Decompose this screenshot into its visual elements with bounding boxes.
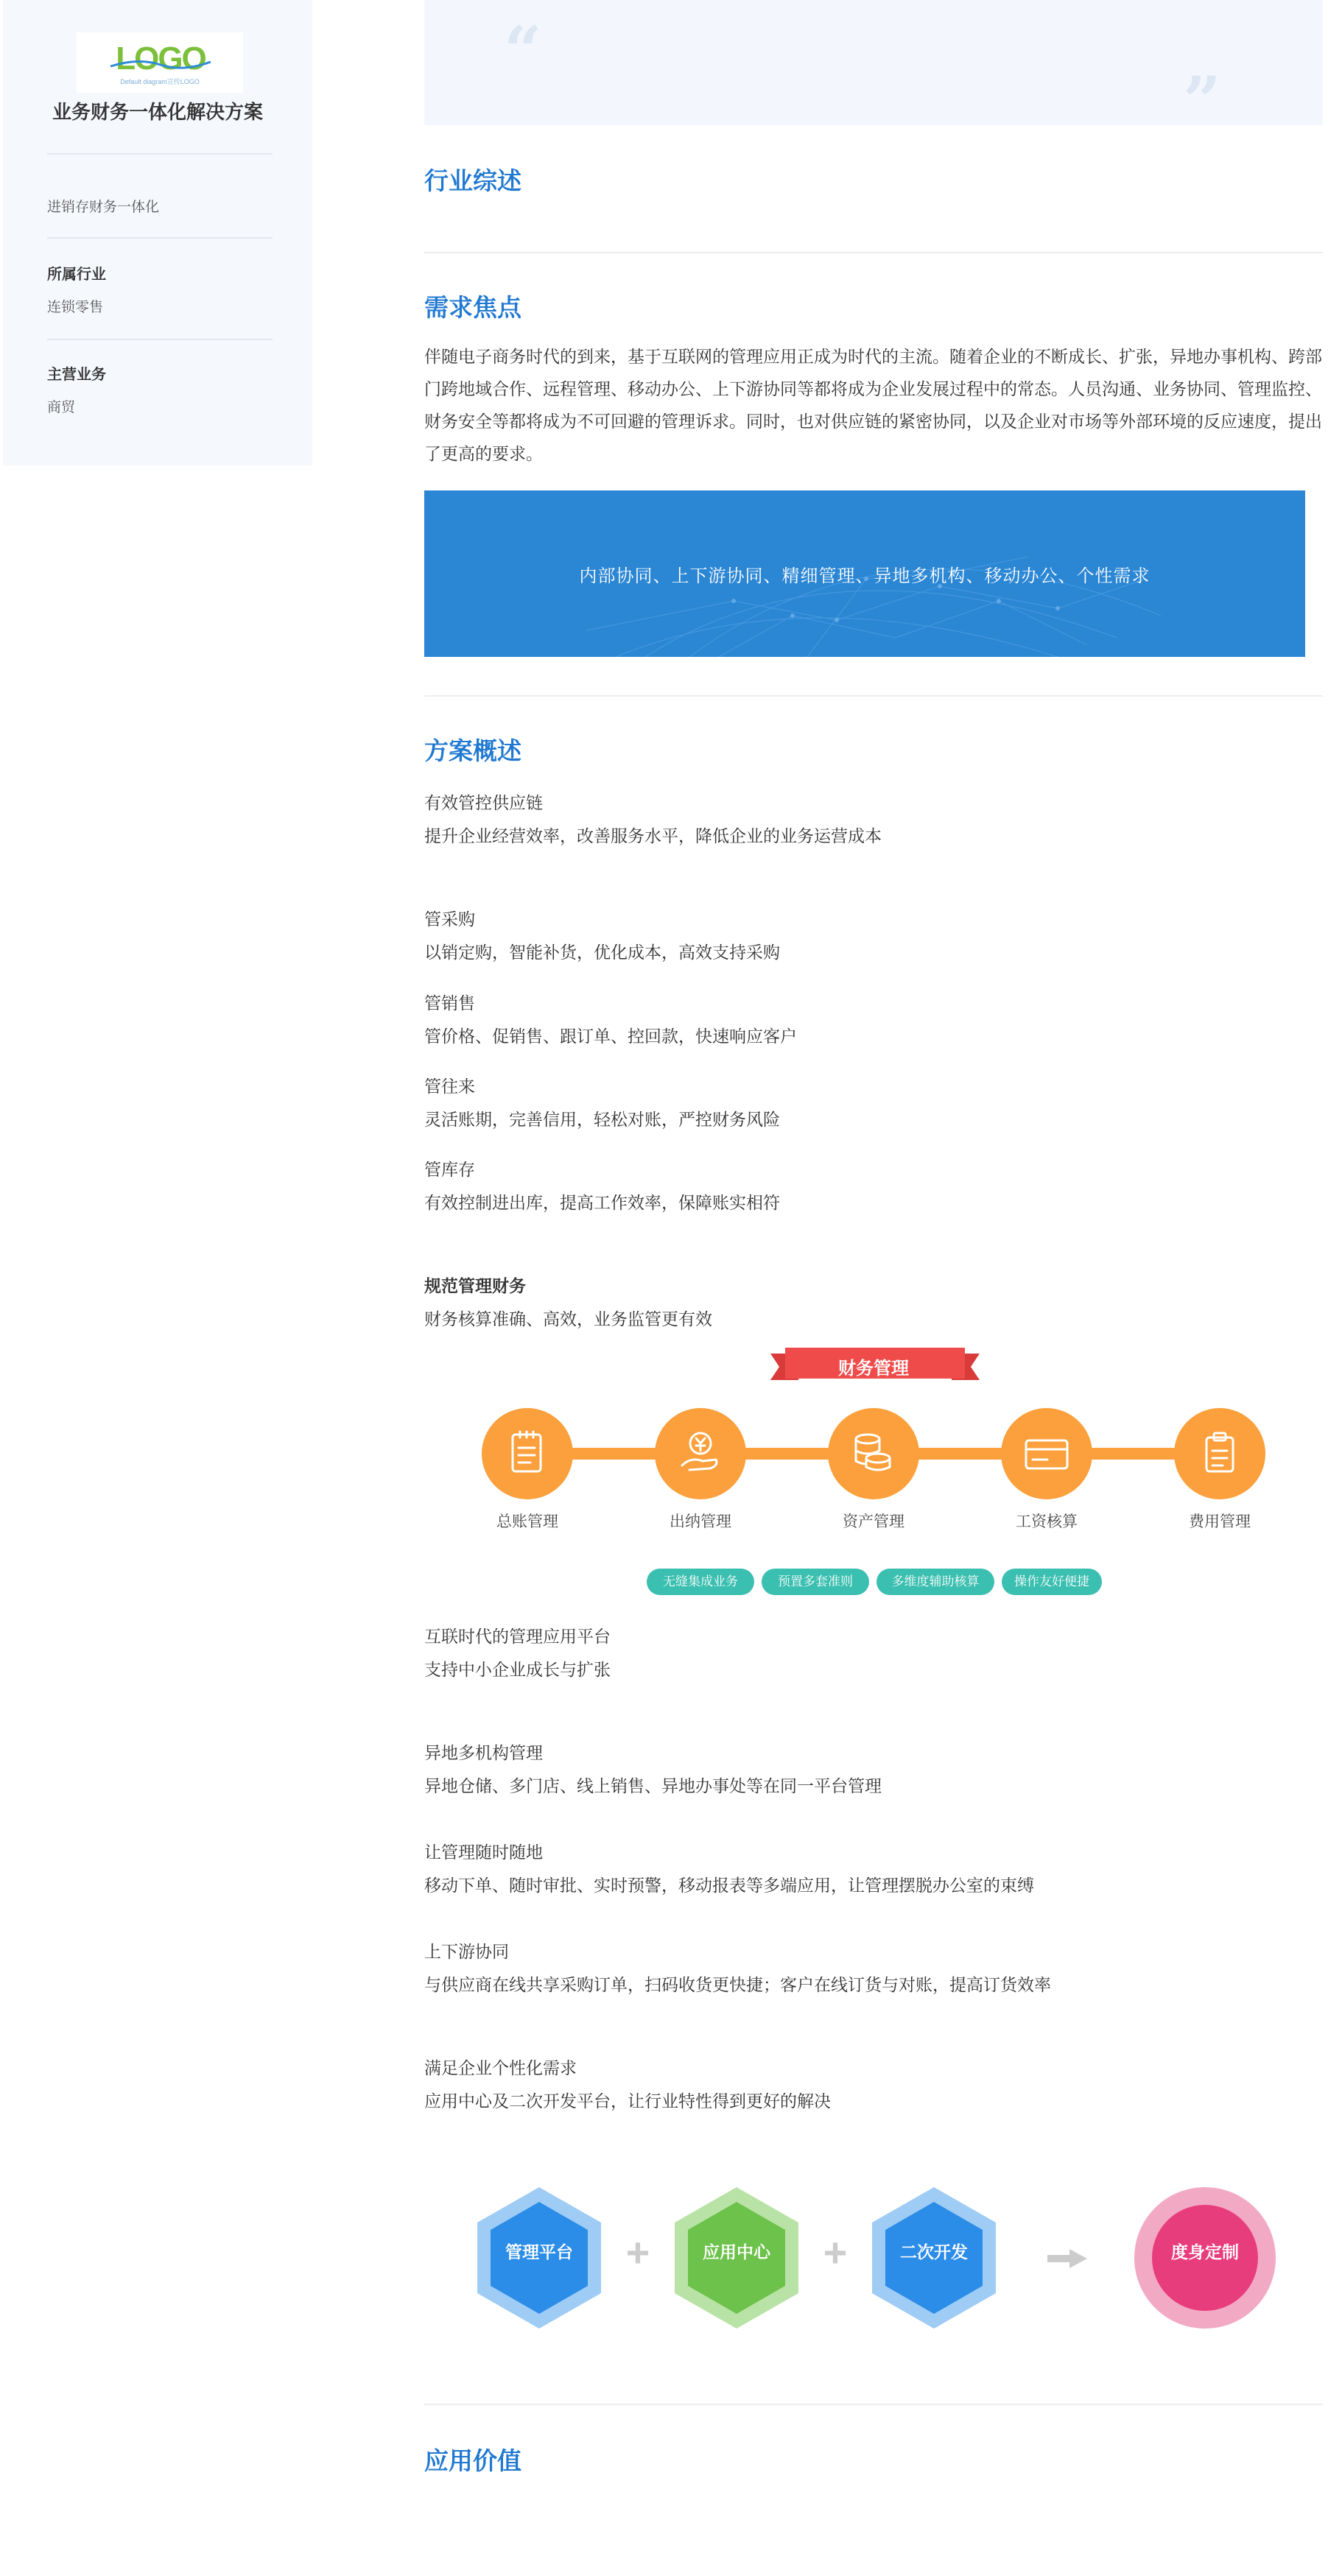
- divider: [47, 153, 273, 155]
- inventory-text: 有效控制进出库，提高工作效率，保障账实相符: [424, 1193, 780, 1212]
- result-label: 度身定制: [1171, 2242, 1239, 2262]
- banner-text: 内部协同、上下游协同、精细管理、异地多机构、移动办公、个性需求: [579, 566, 1150, 586]
- divider: [424, 695, 1323, 697]
- supply-heading: 有效管控供应链: [424, 793, 543, 812]
- multi-org-heading: 异地多机构管理: [424, 1743, 543, 1762]
- section-title-focus: 需求焦点: [424, 294, 521, 321]
- supply-text: 提升企业经营效率，改善服务水平，降低企业的业务运营成本: [424, 826, 882, 845]
- industry-label: 所属行业: [47, 267, 106, 283]
- needs-banner: [424, 490, 1305, 657]
- logo-wordmark: LOGO: [116, 41, 205, 77]
- ribbon-label: 财务管理: [838, 1359, 909, 1379]
- plus-icon: +: [823, 2229, 848, 2276]
- node-payroll: [1001, 1408, 1092, 1499]
- node-label: 费用管理: [1189, 1513, 1251, 1530]
- plus-icon: +: [625, 2229, 650, 2276]
- accounts-text: 灵活账期，完善信用，轻松对账，严控财务风险: [424, 1110, 780, 1129]
- hex-label: 管理平台: [505, 2242, 573, 2262]
- purchase-text: 以销定购，智能补货，优化成本，高效支持采购: [424, 943, 780, 962]
- business-label: 主营业务: [47, 367, 106, 383]
- divider: [47, 339, 273, 340]
- feature-tag: 预置多套准则: [762, 1569, 869, 1595]
- quote-block: [424, 0, 1323, 140]
- mobile-text: 移动下单、随时审批、实时预警，移动报表等多端应用，让管理摆脱办公室的束缚: [424, 1876, 1034, 1895]
- feature-tag: 操作友好便捷: [1002, 1569, 1102, 1595]
- platform-text: 支持中小企业成长与扩张: [424, 1660, 611, 1679]
- logo: [77, 32, 243, 93]
- focus-paragraph: 伴随电子商务时代的到来，基于互联网的管理应用正成为时代的主流。随着企业的不断成长、扩张，异地办事机构、跨部门跨地域合作、远程管理、移动办公、上下游协同等都将成为企业发展过程中的常态。人员沟通、业务协同、管理监控、财务安全等都将成为不可回避的管理诉求。同时，也对供应链的紧密协同，以及企业对市场等外部环境的反应速度，提出了更高的要求。: [424, 347, 1322, 463]
- node-label: 工资核算: [1016, 1513, 1078, 1530]
- logo-swoosh-icon: [109, 59, 212, 69]
- finance-text: 财务核算准确、高效，业务监管更有效: [424, 1309, 712, 1329]
- node-expenses: [1174, 1408, 1265, 1499]
- node-ledger: [482, 1408, 573, 1499]
- multi-org-text: 异地仓储、多门店、线上销售、异地办事处等在同一平台管理: [424, 1776, 882, 1795]
- solution-category: 进销存财务一体化: [47, 200, 160, 215]
- section-title-value: 应用价值: [424, 2447, 521, 2474]
- arrow-right-icon: [1047, 2249, 1087, 2268]
- business-value: 商贸: [47, 400, 76, 415]
- industry-value: 连锁零售: [47, 300, 104, 315]
- open-quote-icon: “: [504, 12, 542, 90]
- finance-diagram: [424, 1340, 1324, 1605]
- inventory-heading: 管库存: [424, 1160, 475, 1179]
- sales-text: 管价格、促销售、跟订单、控回款，快速响应客户: [424, 1027, 797, 1046]
- sales-heading: 管销售: [424, 993, 475, 1013]
- custom-heading: 满足企业个性化需求: [424, 2058, 577, 2077]
- sidebar: [3, 0, 312, 465]
- close-quote-icon: ”: [1183, 62, 1221, 140]
- divider: [424, 2404, 1323, 2405]
- divider: [424, 252, 1323, 253]
- platform-heading: 互联时代的管理应用平台: [424, 1627, 611, 1646]
- node-label: 资产管理: [843, 1513, 904, 1530]
- purchase-heading: 管采购: [424, 909, 475, 929]
- mobile-heading: 让管理随时随地: [424, 1843, 543, 1862]
- finance-heading: 规范管理财务: [424, 1276, 526, 1295]
- section-title-overview: 行业综述: [424, 167, 521, 194]
- node-label: 总账管理: [496, 1513, 558, 1530]
- node-label: 出纳管理: [670, 1513, 731, 1530]
- section-title-solution: 方案概述: [424, 737, 521, 764]
- feature-tag: 多维度辅助核算: [876, 1569, 994, 1595]
- hex-label: 二次开发: [900, 2242, 968, 2262]
- feature-tag: 无缝集成业务: [647, 1569, 754, 1595]
- logo-tagline: Default diagram宣传LOGO: [120, 78, 200, 85]
- solution-title: 业务财务一体化解决方案: [52, 101, 263, 123]
- accounts-heading: 管往来: [424, 1077, 475, 1096]
- upstream-heading: 上下游协同: [424, 1942, 509, 1961]
- custom-text: 应用中心及二次开发平台，让行业特性得到更好的解决: [424, 2091, 831, 2111]
- divider: [47, 237, 273, 239]
- upstream-text: 与供应商在线共享采购订单，扫码收货更快捷；客户在线订货与对账，提高订货效率: [424, 1975, 1051, 1994]
- hex-label: 应用中心: [703, 2242, 770, 2262]
